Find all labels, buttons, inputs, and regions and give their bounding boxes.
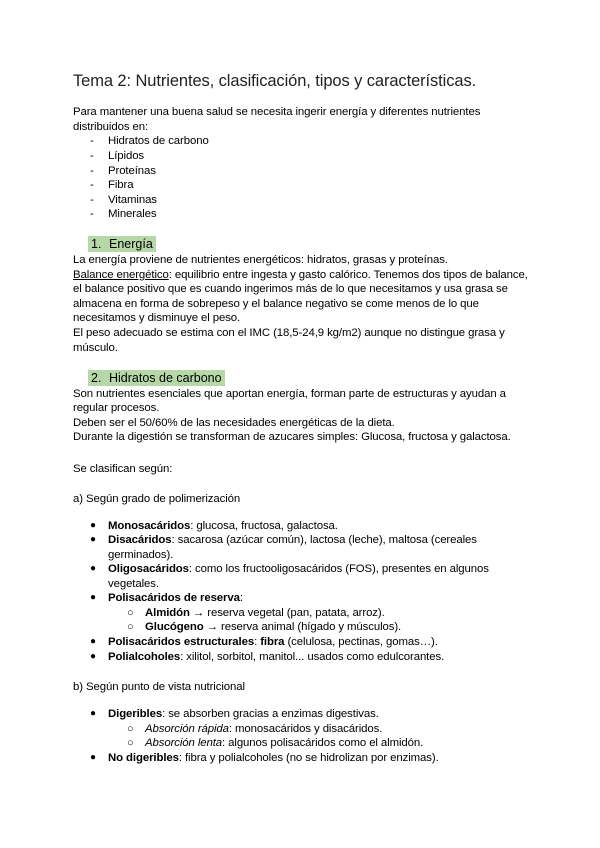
list-item: Hidratos de carbono xyxy=(108,135,209,147)
circle-bullet-icon: ○ xyxy=(127,737,134,749)
hidratos-line-3: Deben ser el 50/60% de las necesidades energéticas de la dieta. xyxy=(73,417,395,429)
bullet-icon: ● xyxy=(90,708,97,719)
list-item: Vitaminas xyxy=(108,194,157,206)
circle-bullet-icon: ○ xyxy=(127,607,134,619)
list-item: Proteínas xyxy=(108,165,156,177)
bullet-icon: ● xyxy=(90,563,97,574)
imc-line-1: El peso adecuado se estima con el IMC (18,5-24,9 kg/m2) aunque no distingue grasa y xyxy=(73,327,505,339)
energia-paragraph: La energía proviene de nutrientes energéticos: hidratos, grasas y proteínas. xyxy=(73,254,448,266)
section-heading-text: Energía xyxy=(109,237,153,251)
term: fibra xyxy=(260,636,285,648)
balance-line-2: el balance positivo que es cuando ingerimos más de lo que necesitamos y usa grasa se xyxy=(73,283,508,295)
intro-line-2: distribuidos en: xyxy=(73,121,149,133)
list-item xyxy=(108,533,477,548)
balance-text: : equilibrio entre ingesta y gasto calórico. Tenemos dos tipos de balance, xyxy=(168,269,528,281)
list-item xyxy=(108,650,444,665)
list-subitem xyxy=(145,606,385,621)
list-item-continuation: vegetales. xyxy=(108,578,159,590)
list-marker: - xyxy=(90,179,94,191)
item-text: → reserva animal (hígado y músculos). xyxy=(203,621,402,633)
circle-bullet-icon: ○ xyxy=(127,621,134,633)
item-text: : como los fructooligosacáridos (FOS), presentes en algunos xyxy=(188,563,489,575)
item-text: : xilitol, sorbitol, manitol... usados como edulcorantes. xyxy=(180,651,445,663)
term: Almidón xyxy=(145,607,190,619)
list-item xyxy=(108,635,438,650)
item-text: : monosacáridos y disacáridos. xyxy=(228,723,383,735)
list-item xyxy=(108,591,243,606)
hidratos-line-1: Son nutrientes esenciales que aportan energía, forman parte de estructuras y ayudan a xyxy=(73,388,506,400)
section-heading-energia xyxy=(88,236,156,252)
bullet-icon: ● xyxy=(90,636,97,647)
list-subitem xyxy=(145,736,423,751)
term: Disacáridos xyxy=(108,534,172,546)
hidratos-line-2: regular procesos. xyxy=(73,402,160,414)
imc-line-2: músculo. xyxy=(73,342,118,354)
section-number: 1. xyxy=(91,237,102,251)
item-text: → reserva vegetal (pan, patata, arroz). xyxy=(189,607,385,619)
term: Digeribles xyxy=(108,708,163,720)
bullet-icon: ● xyxy=(90,520,97,531)
classify-text: Se clasifican según: xyxy=(73,463,173,475)
sub-heading-a: a) Según grado de polimerización xyxy=(73,493,241,505)
list-item-continuation: germinados). xyxy=(108,549,174,561)
list-item xyxy=(108,707,379,722)
balance-line-4: necesitamos y disminuye el peso. xyxy=(73,312,241,324)
list-item: Minerales xyxy=(108,208,157,220)
bullet-icon: ● xyxy=(90,592,97,603)
section-number: 2. xyxy=(91,371,102,385)
list-marker: - xyxy=(90,208,94,220)
list-item: Lípidos xyxy=(108,150,145,162)
list-subitem xyxy=(145,722,382,737)
item-text: (celulosa, pectinas, gomas…). xyxy=(284,636,438,648)
term: Absorción rápida xyxy=(145,723,229,735)
term: Oligosacáridos xyxy=(108,563,189,575)
item-text: : se absorben gracias a enzimas digestivas. xyxy=(162,708,379,720)
item-text: : xyxy=(239,592,243,604)
item-text: : algunos polisacáridos como el almidón. xyxy=(222,737,424,749)
term: Polialcoholes xyxy=(108,651,181,663)
circle-bullet-icon: ○ xyxy=(127,723,134,735)
balance-line-1 xyxy=(73,268,528,283)
list-marker: - xyxy=(90,135,94,147)
list-item xyxy=(108,751,439,766)
intro-line-1: Para mantener una buena salud se necesita ingerir energía y diferentes nutrientes xyxy=(73,106,481,118)
section-heading-text: Hidratos de carbono xyxy=(109,371,222,385)
term: Glucógeno xyxy=(145,621,204,633)
page-title: Tema 2: Nutrientes, clasificación, tipos y características. xyxy=(73,72,477,90)
bullet-icon: ● xyxy=(90,651,97,662)
item-text: : glucosa, fructosa, galactosa. xyxy=(190,520,338,532)
term: Polisacáridos de reserva xyxy=(108,592,240,604)
list-item xyxy=(108,519,338,534)
list-marker: - xyxy=(90,194,94,206)
section-heading-hidratos xyxy=(88,370,225,386)
list-item: Fibra xyxy=(108,179,134,191)
term: No digeribles xyxy=(108,752,179,764)
term: Polisacáridos estructurales xyxy=(108,636,255,648)
term: Monosacáridos xyxy=(108,520,191,532)
sub-heading-b: b) Según punto de vista nutricional xyxy=(73,681,245,693)
list-marker: - xyxy=(90,150,94,162)
hidratos-line-4: Durante la digestión se transforman de azucares simples: Glucosa, fructosa y galactosa. xyxy=(73,431,511,443)
balance-line-3: almacena en forma de sobrepeso y el balance negativo se come menos de lo que xyxy=(73,298,479,310)
term: Absorción lenta xyxy=(145,737,223,749)
item-text: : sacarosa (azúcar común), lactosa (leche), maltosa (cereales xyxy=(171,534,477,546)
list-item xyxy=(108,562,489,577)
item-text: : xyxy=(254,636,261,648)
list-marker: - xyxy=(90,165,94,177)
balance-term: Balance energético xyxy=(73,269,169,281)
item-text: : fibra y polialcoholes (no se hidrolizan por enzimas). xyxy=(178,752,439,764)
bullet-icon: ● xyxy=(90,534,97,545)
list-subitem xyxy=(145,620,401,635)
bullet-icon: ● xyxy=(90,752,97,763)
